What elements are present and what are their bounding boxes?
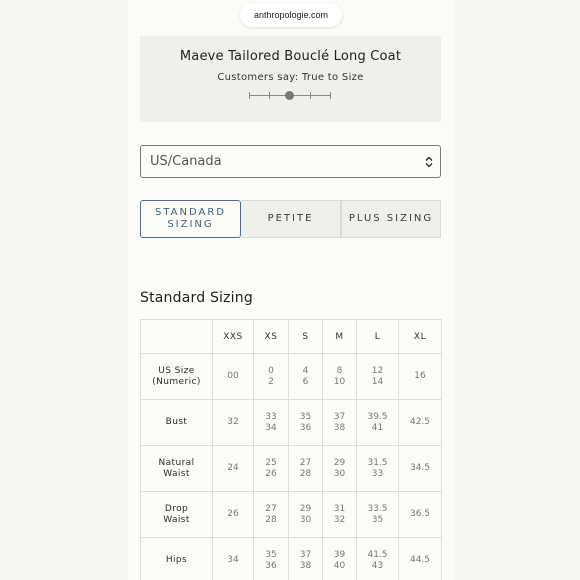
- cell-value: 44.5: [409, 555, 431, 565]
- table-row-label: [141, 538, 213, 580]
- row-label-text: Waist: [163, 468, 190, 479]
- cell-value: 0: [268, 365, 274, 376]
- table-cell: [323, 538, 357, 580]
- cell-value: 39.5: [367, 411, 388, 422]
- row-label-text: (Numeric): [152, 376, 201, 387]
- tab-label: STANDARD: [154, 207, 226, 218]
- table-cell: [289, 400, 323, 446]
- cell-value: 31.5: [367, 457, 388, 468]
- url-bar[interactable]: [240, 3, 342, 27]
- cell-value: 27: [265, 503, 277, 514]
- cell-value: 33.5: [367, 503, 388, 514]
- fit-scale-tick: [310, 92, 311, 99]
- size-chart-table: [140, 319, 442, 580]
- table-cell: [213, 538, 254, 580]
- table-row-label: [141, 492, 213, 538]
- row-label-text: Bust: [165, 417, 188, 427]
- table-cell: [254, 354, 289, 400]
- cell-value: 28: [299, 468, 312, 479]
- table-header-cell: L: [357, 320, 399, 354]
- row-label-text: Waist: [163, 514, 190, 525]
- sizing-tabs: [140, 200, 441, 238]
- fit-scale-tick: [330, 92, 331, 99]
- cell-value: 35: [371, 514, 384, 525]
- tab-plus-sizing[interactable]: [341, 200, 441, 238]
- fit-scale-tick: [269, 92, 270, 99]
- table-cell: [357, 446, 399, 492]
- table-row-label: [141, 354, 213, 400]
- table-cell: [323, 446, 357, 492]
- cell-value: 35: [299, 411, 312, 422]
- product-fit-card: [140, 36, 441, 122]
- table-header-cell: M: [323, 320, 357, 354]
- table-cell: [399, 492, 442, 538]
- cell-value: 43: [371, 560, 384, 571]
- cell-value: 00: [227, 371, 239, 381]
- tab-petite[interactable]: [241, 200, 341, 238]
- table-cell: [399, 400, 442, 446]
- tab-label: SIZING: [167, 219, 214, 230]
- cell-value: 8: [336, 365, 343, 376]
- table-row-label: [141, 446, 213, 492]
- cell-value: 16: [414, 371, 426, 381]
- cell-value: 26: [227, 509, 239, 519]
- table-row: [141, 492, 442, 538]
- row-label-text: Natural: [158, 457, 195, 468]
- cell-value: 30: [299, 514, 312, 525]
- table-header-cell: XXS: [213, 320, 254, 354]
- cell-value: 24: [227, 463, 239, 473]
- cell-value: 38: [299, 560, 312, 571]
- table-cell: [289, 492, 323, 538]
- section-title: Standard Sizing: [140, 290, 253, 306]
- table-header-cell: XL: [399, 320, 442, 354]
- cell-value: 6: [302, 376, 309, 387]
- cell-value: 41.5: [367, 549, 388, 560]
- table-cell: [357, 538, 399, 580]
- fit-summary: Customers say: True to Size: [217, 72, 364, 83]
- cell-value: 14: [371, 376, 384, 387]
- cell-value: 42.5: [409, 417, 431, 427]
- fit-scale-marker: [285, 91, 294, 100]
- table-row: [141, 538, 442, 580]
- table-row-label: [141, 400, 213, 446]
- cell-value: 37: [333, 411, 346, 422]
- tab-label: PLUS SIZING: [348, 213, 434, 224]
- cell-value: 33: [265, 411, 277, 422]
- cell-value: 34: [265, 422, 277, 433]
- cell-value: 40: [333, 560, 346, 571]
- table-header-cell: [141, 320, 213, 354]
- table-cell: [213, 400, 254, 446]
- tab-standard-sizing[interactable]: [140, 200, 241, 238]
- table-cell: [213, 492, 254, 538]
- product-title: Maeve Tailored Bouclé Long Coat: [179, 49, 402, 64]
- table-cell: [213, 446, 254, 492]
- cell-value: 38: [333, 422, 346, 433]
- cell-value: 37: [299, 549, 312, 560]
- table-cell: [254, 400, 289, 446]
- cell-value: 4: [302, 365, 309, 376]
- table-cell: [289, 354, 323, 400]
- cell-value: 2: [268, 376, 274, 387]
- table-header-cell: S: [289, 320, 323, 354]
- cell-value: 30: [333, 468, 346, 479]
- cell-value: 34: [227, 555, 239, 565]
- region-select[interactable]: [140, 145, 441, 178]
- table-cell: [213, 354, 254, 400]
- cell-value: 34.5: [409, 463, 431, 473]
- cell-value: 31: [333, 503, 346, 514]
- cell-value: 33: [371, 468, 384, 479]
- tab-label: PETITE: [267, 213, 314, 224]
- table-cell: [399, 446, 442, 492]
- row-label-text: Drop: [164, 503, 189, 514]
- table-row: [141, 400, 442, 446]
- region-select-value: US/Canada: [150, 154, 222, 169]
- cell-value: 26: [265, 468, 277, 479]
- table-cell: [399, 538, 442, 580]
- table-cell: [323, 492, 357, 538]
- fit-scale: [248, 89, 332, 103]
- chevron-up-down-icon: [425, 156, 433, 168]
- cell-value: 36: [299, 422, 312, 433]
- cell-value: 25: [265, 457, 277, 468]
- table-cell: [289, 446, 323, 492]
- cell-value: 32: [333, 514, 346, 525]
- cell-value: 35: [265, 549, 277, 560]
- table-cell: [254, 446, 289, 492]
- table-cell: [254, 492, 289, 538]
- url-text: anthropologie.com: [253, 10, 329, 20]
- row-label-text: US Size: [158, 365, 195, 376]
- table-header-cell: XS: [254, 320, 289, 354]
- table-row: [141, 446, 442, 492]
- cell-value: 32: [227, 417, 239, 427]
- cell-value: 41: [371, 422, 384, 433]
- table-cell: [357, 400, 399, 446]
- row-label-text: Hips: [165, 555, 188, 565]
- table-cell: [323, 354, 357, 400]
- table-cell: [323, 400, 357, 446]
- table-cell: [254, 538, 289, 580]
- table-cell: [289, 538, 323, 580]
- fit-scale-tick: [249, 92, 250, 99]
- table-cell: [399, 354, 442, 400]
- cell-value: 28: [265, 514, 277, 525]
- cell-value: 27: [299, 457, 312, 468]
- table-cell: [357, 354, 399, 400]
- cell-value: 39: [333, 549, 346, 560]
- cell-value: 12: [371, 365, 384, 376]
- table-cell: [357, 492, 399, 538]
- table-header-row: [141, 320, 442, 354]
- cell-value: 36: [265, 560, 277, 571]
- cell-value: 10: [333, 376, 346, 387]
- cell-value: 29: [299, 503, 312, 514]
- table-row: [141, 354, 442, 400]
- cell-value: 36.5: [409, 509, 431, 519]
- cell-value: 29: [333, 457, 346, 468]
